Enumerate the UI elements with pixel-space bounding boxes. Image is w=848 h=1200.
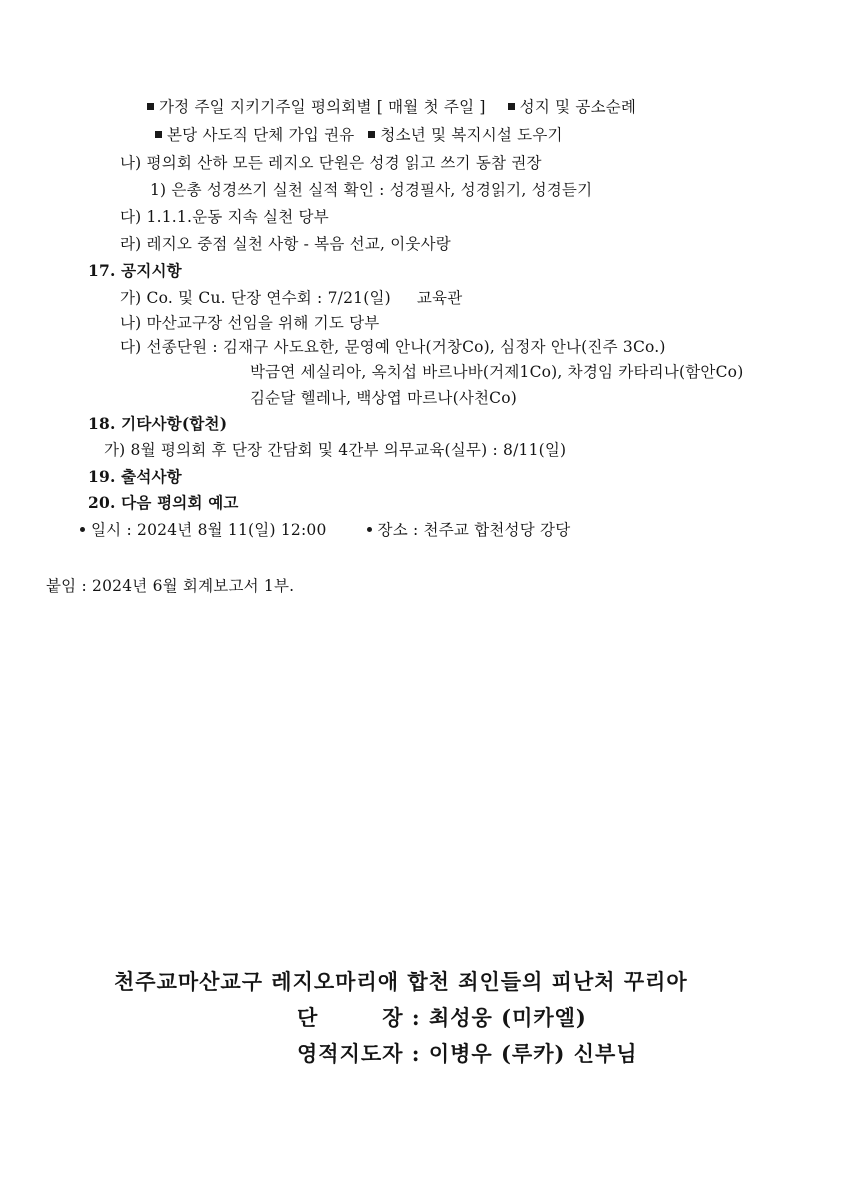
item-17-ga-text: 가) Co. 및 Cu. 단장 연수회 : 7/21(일) (120, 289, 391, 307)
bullet-row-2 (155, 125, 563, 145)
item-16-ra: 라) 레지오 중점 실천 사항 - 복음 선교, 이웃사랑 (120, 235, 451, 253)
bullet-item-youth-welfare: 청소년 및 복지시설 도우기 (380, 126, 563, 144)
square-bullet-icon (508, 103, 515, 110)
footer-leader-value: : 최성웅 (미카엘) (411, 1005, 587, 1030)
footer-organization: 천주교마산교구 레지오마리애 합천 죄인들의 피난처 꾸리아 (114, 969, 688, 994)
next-meeting-date: 일시 : 2024년 8월 11(일) 12:00 (91, 521, 327, 539)
item-16-da: 다) 1.1.1.운동 지속 실천 당부 (120, 208, 329, 226)
item-17-ga (120, 288, 462, 308)
bullet-item-pilgrimage: 성지 및 공소순례 (519, 98, 637, 116)
round-bullet-icon (80, 527, 85, 532)
item-17-na: 나) 마산교구장 선임을 위해 기도 당부 (120, 314, 380, 332)
bullet-item-family-sunday: 가정 주일 지키기주일 평의회별 [ 매월 첫 주일 ] (159, 98, 486, 116)
footer-director-label: 영적지도자 (297, 1041, 404, 1066)
square-bullet-icon (147, 103, 154, 110)
bullet-row-1 (147, 97, 636, 117)
round-bullet-icon (367, 527, 372, 532)
item-16-na: 나) 평의회 산하 모든 레지오 단원은 성경 읽고 쓰기 동참 권장 (120, 154, 542, 172)
next-meeting-place: 장소 : 천주교 합천성당 강당 (377, 521, 571, 539)
section-19-heading: 19. 출석사항 (88, 467, 182, 486)
item-16-na-sub1: 1) 은총 성경쓰기 실천 실적 확인 : 성경필사, 성경읽기, 성경듣기 (150, 181, 593, 199)
section-17-heading: 17. 공지시항 (88, 261, 182, 280)
square-bullet-icon (155, 131, 162, 138)
next-meeting-row (80, 520, 570, 540)
footer-director (297, 1040, 638, 1068)
item-17-da-line1: 다) 선종단원 : 김재구 사도요한, 문영예 안나(거창Co), 심정자 안나(진주 3Co.) (120, 338, 666, 356)
section-18-heading: 18. 기타사항(합천) (88, 414, 228, 433)
section-20-heading: 20. 다음 평의회 예고 (88, 493, 239, 512)
footer-director-value: : 이병우 (루카) 신부님 (411, 1041, 638, 1066)
item-17-ga-place: 교육관 (416, 289, 463, 307)
item-18-ga: 가) 8월 평의회 후 단장 간담회 및 4간부 의무교육(실무) : 8/11(일) (104, 441, 567, 459)
bullet-item-apostolate: 본당 사도직 단체 가입 권유 (167, 126, 355, 144)
footer-leader (297, 1004, 587, 1032)
item-17-da-line2: 박금연 세실리아, 옥치섭 바르나바(거제1Co), 차경임 카타리나(함안Co) (250, 363, 744, 381)
item-17-da-line3: 김순달 헬레나, 백상엽 마르나(사천Co) (250, 389, 518, 407)
footer-leader-label: 단 장 (297, 1005, 404, 1030)
attachment-note: 붙임 : 2024년 6월 회계보고서 1부. (46, 577, 295, 595)
square-bullet-icon (368, 131, 375, 138)
